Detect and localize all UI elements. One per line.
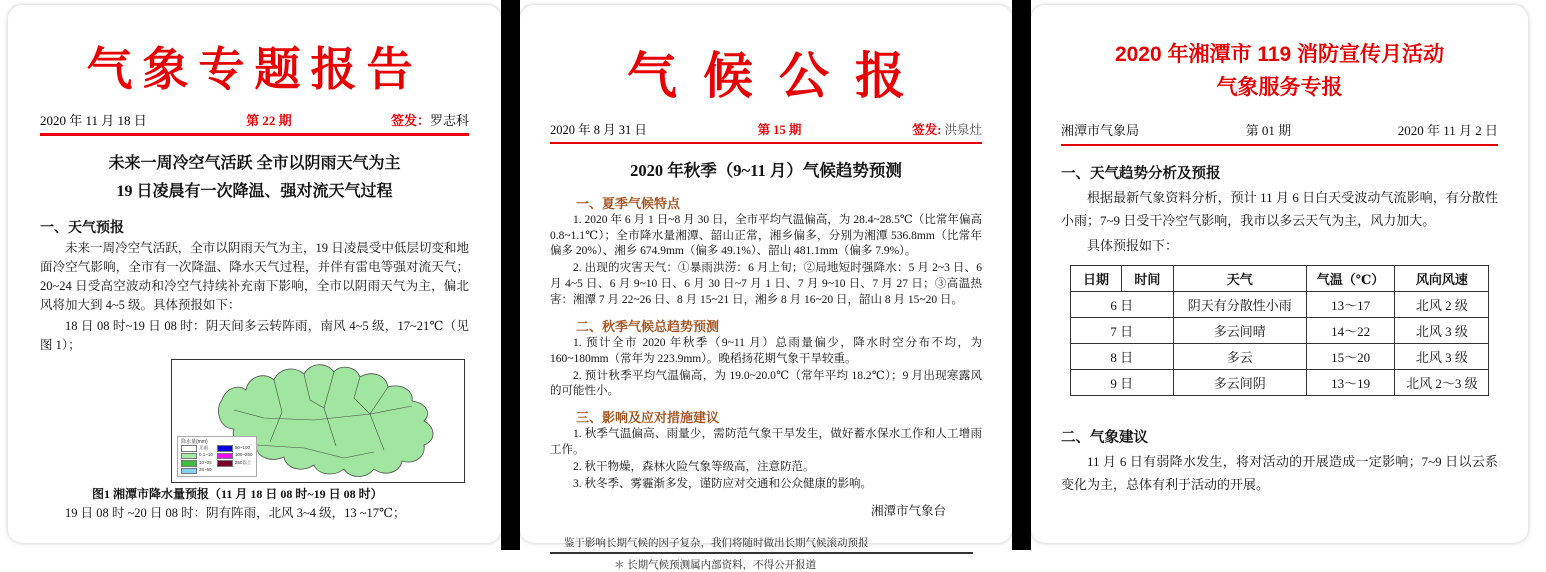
legend-item — [181, 445, 213, 452]
legend-swatch-lightblue — [181, 468, 197, 475]
page-fire-awareness-service-report — [1031, 5, 1528, 543]
page2-sign-label: 签发: — [912, 123, 942, 137]
cell-temperature: 13～19 — [1306, 370, 1395, 396]
page2-s2-paragraph-1: 1. 预计全市 2020 年秋季（9~11 月）总雨量偏少，降水时空分布不均，为 160~180mm（常年为 223.9mm）。晚稻扬花期气象干旱较重。 — [550, 336, 982, 365]
header-wind: 风向风速 — [1395, 266, 1489, 292]
legend-label: 10~25 — [199, 459, 212, 465]
page1-paragraph-3: 19 日 08 时 ~20 日 08 时：阴有阵雨，北风 3~4 级，13 ~17℃； — [65, 506, 406, 521]
header-time: 时间 — [1122, 266, 1173, 292]
page2-s1-paragraph-2: 2. 出现的灾害天气：①暴雨洪涝：6 月上旬；②局地短时强降水：5 月 2~3 日、6 月 4~5 日、6 月 9~10 日、6 月 30 日~7 月 1 日、7 月 9~10 日、7 月 27 日；③高温热害：湘潭 7 月 22~26 日、8 月 15~21 日，湘乡 8 月 16~20 日，韶山 8 月 15~20 日。 — [550, 262, 982, 306]
legend-swatch-darkred — [217, 460, 233, 467]
page1-red-rule — [40, 133, 469, 136]
cell-temperature: 13～17 — [1306, 292, 1395, 318]
map-legend — [177, 436, 257, 477]
page3-date: 2020 年 11 月 2 日 — [1397, 123, 1498, 139]
page2-footnote-2: ＊ 长期气候预测属内部资料，不得公开报道 — [614, 559, 817, 571]
page2-s3-paragraph-3: 3. 秋冬季、雾霾渐多发，谨防应对交通和公众健康的影响。 — [573, 477, 872, 490]
cell-weather: 多云间晴 — [1173, 318, 1306, 344]
page3-info-row — [1061, 120, 1498, 139]
legend-label: 100~250 — [234, 452, 253, 458]
cell-temperature: 14～22 — [1306, 318, 1395, 344]
legend-item — [181, 468, 213, 475]
cell-weather: 多云 — [1173, 344, 1306, 370]
page1-section1-heading: 一、天气预报 — [40, 221, 124, 237]
page2-s1-paragraph-1: 1. 2020 年 6 月 1 日~8 月 30 日，全市平均气温偏高，为 28.4~28.5℃（比常年偏高 0.8~1.1℃）；全市降水量湘潭、韶山正常，湘乡偏多，分别为湘潭 536.8mm（比常年偏多 20%）、湘乡 674.9mm（偏多 49.1%）、韶山 481.1mm（偏多 7.9%）。 — [550, 213, 982, 258]
forecast-table — [1070, 265, 1490, 396]
legend-label: 50~100 — [234, 444, 251, 450]
page1-headline-line1: 未来一周冷空气活跃 全市以阴雨天气为主 — [108, 154, 401, 172]
legend-swatch-magenta — [217, 453, 233, 460]
page2-section2-heading: 二、秋季气候总趋势预测 — [576, 318, 720, 334]
page2-footnote-1: 鉴于影响长期气候的因子复杂，我们将随时做出长期气候滚动预报 — [564, 537, 869, 549]
legend-swatch-green — [181, 460, 197, 467]
map-legend-col2 — [217, 445, 253, 474]
page3-title-line2: 气象服务专报 — [1216, 75, 1343, 99]
page1-headline-line2: 19 日凌晨有一次降温、强对流天气过程 — [116, 183, 393, 201]
header-date: 日期 — [1070, 266, 1121, 292]
page3-section2-heading: 二、气象建议 — [1061, 430, 1148, 447]
page3-issue-number: 第 01 期 — [1245, 123, 1292, 139]
page1-info-row — [40, 110, 469, 129]
page2-section1-heading: 一、夏季气候特点 — [576, 195, 681, 211]
legend-item — [181, 453, 213, 460]
page2-s2-paragraph-2: 2. 预计秋季平均气温偏高，为 19.0~20.0℃（常年平均 18.2℃）；9 月出现寒露风的可能性小。 — [550, 369, 982, 398]
legend-swatch-blue — [217, 445, 233, 452]
page-gap-1 — [501, 0, 520, 550]
table-header-row — [1070, 266, 1489, 292]
table-row — [1070, 318, 1489, 344]
page1-figure-caption: 图1 湘潭市降水量预报（11 月 18 日 08 时~19 日 08 时） — [92, 487, 383, 502]
page2-headline: 2020 年秋季（9~11 月）气候趋势预测 — [630, 161, 902, 180]
cell-wind: 北风 2 级 — [1395, 292, 1489, 318]
page2-masthead-title: 气候公报 — [627, 48, 931, 104]
legend-item — [217, 460, 253, 467]
table-row — [1070, 292, 1489, 318]
page2-date: 2020 年 8 月 31 日 — [550, 123, 647, 137]
page2-signature: 湘潭市气象台 — [870, 503, 946, 518]
cell-date: 9 日 — [1070, 370, 1173, 396]
cell-date: 6 日 — [1070, 292, 1173, 318]
forecast-table-body — [1070, 292, 1489, 396]
page1-signer — [391, 110, 469, 129]
page1-issue-number: 第 22 期 — [246, 112, 292, 128]
cell-wind: 北风 3 级 — [1395, 318, 1489, 344]
legend-swatch-white — [181, 445, 197, 452]
page3-paragraph-2: 具体预报如下： — [1087, 237, 1179, 253]
page-climate-bulletin — [520, 5, 1012, 571]
page2-info-row — [550, 120, 982, 138]
map-legend-title: 降水量(mm) — [181, 439, 208, 446]
cell-date: 7 日 — [1070, 318, 1173, 344]
legend-item — [217, 445, 253, 452]
cell-temperature: 15～20 — [1306, 344, 1395, 370]
page1-sign-name: 罗志科 — [429, 112, 469, 128]
page2-issue-number: 第 15 期 — [757, 123, 802, 137]
page2-section3-heading: 三、影响及应对措施建议 — [576, 410, 720, 426]
page-weather-special-report — [8, 5, 501, 543]
cell-weather: 阴天有分散性小雨 — [1173, 292, 1306, 318]
map-legend-columns — [181, 445, 253, 474]
header-temperature: 气温（℃） — [1306, 266, 1395, 292]
page1-paragraph-1: 未来一周冷空气活跃，全市以阴雨天气为主，19 日凌晨受中低层切变和地面冷空气影响，全市有一次降温、降水天气过程，并伴有雷电等强对流天气；20~24 日受高空波动和冷空气持续补充南下影响，全市以阴雨天气为主，偏北风将加大到 4~5 级。具体预报如下： — [40, 241, 469, 313]
legend-item — [217, 453, 253, 460]
legend-swatch-lightgreen — [181, 453, 197, 460]
page3-paragraph-3: 11 月 6 日有弱降水发生，将对活动的开展造成一定影响；7~9 日以云系变化为主，总体有利于活动的开展。 — [1061, 454, 1498, 493]
header-weather: 天气 — [1173, 266, 1306, 292]
page3-org: 湘潭市气象局 — [1061, 123, 1140, 139]
cell-date: 8 日 — [1070, 344, 1173, 370]
legend-label: 0.1~10 — [199, 452, 213, 458]
page3-paragraph-1: 根据最新气象资料分析，预计 11 月 6 日白天受波动气流影响，有分散性小雨；7~9 日受干冷空气影响，我市以多云天气为主，风力加大。 — [1061, 190, 1498, 228]
page1-masthead-title: 气象专题报告 — [86, 44, 423, 95]
cell-wind: 北风 3 级 — [1395, 344, 1489, 370]
page2-s3-paragraph-2: 2. 秋干物燥，森林火险气象等级高，注意防范。 — [573, 461, 815, 473]
legend-label: 25~50 — [199, 467, 212, 473]
cell-weather: 多云间阴 — [1173, 370, 1306, 396]
page3-section1-heading: 一、天气趋势分析及预报 — [1061, 166, 1221, 183]
table-row — [1070, 370, 1489, 396]
page2-footer-rule — [550, 552, 973, 554]
legend-item — [181, 460, 213, 467]
page1-date: 2020 年 11 月 18 日 — [40, 112, 147, 128]
page2-signer — [912, 120, 982, 138]
page2-red-rule — [550, 142, 982, 144]
map-legend-col1 — [181, 445, 213, 474]
page1-headline — [40, 150, 469, 208]
cell-wind: 北风 2～3 级 — [1395, 370, 1489, 396]
legend-label: 250以上 — [234, 459, 252, 465]
page-gap-2 — [1012, 0, 1031, 550]
page1-sign-label: 签发： — [390, 112, 430, 128]
legend-label: 无雨 — [199, 444, 208, 450]
page2-sign-name: 洪泉灶 — [944, 123, 982, 137]
page2-s3-paragraph-1: 1. 秋季气温偏高、雨量少，需防范气象干旱发生，做好蓄水保水工作和人工增雨工作。 — [550, 428, 982, 457]
page3-title-line1: 2020 年湘潭市 119 消防宣传月活动 — [1114, 43, 1445, 66]
forecast-table-head — [1070, 266, 1489, 292]
page3-title — [1061, 39, 1498, 104]
precipitation-map-figure — [171, 359, 465, 483]
table-row — [1070, 344, 1489, 370]
page3-red-rule — [1061, 144, 1498, 146]
page1-paragraph-2: 18 日 08 时~19 日 08 时：阴天间多云转阵雨，南风 4~5 级，17~21℃（见图 1）； — [40, 319, 469, 353]
